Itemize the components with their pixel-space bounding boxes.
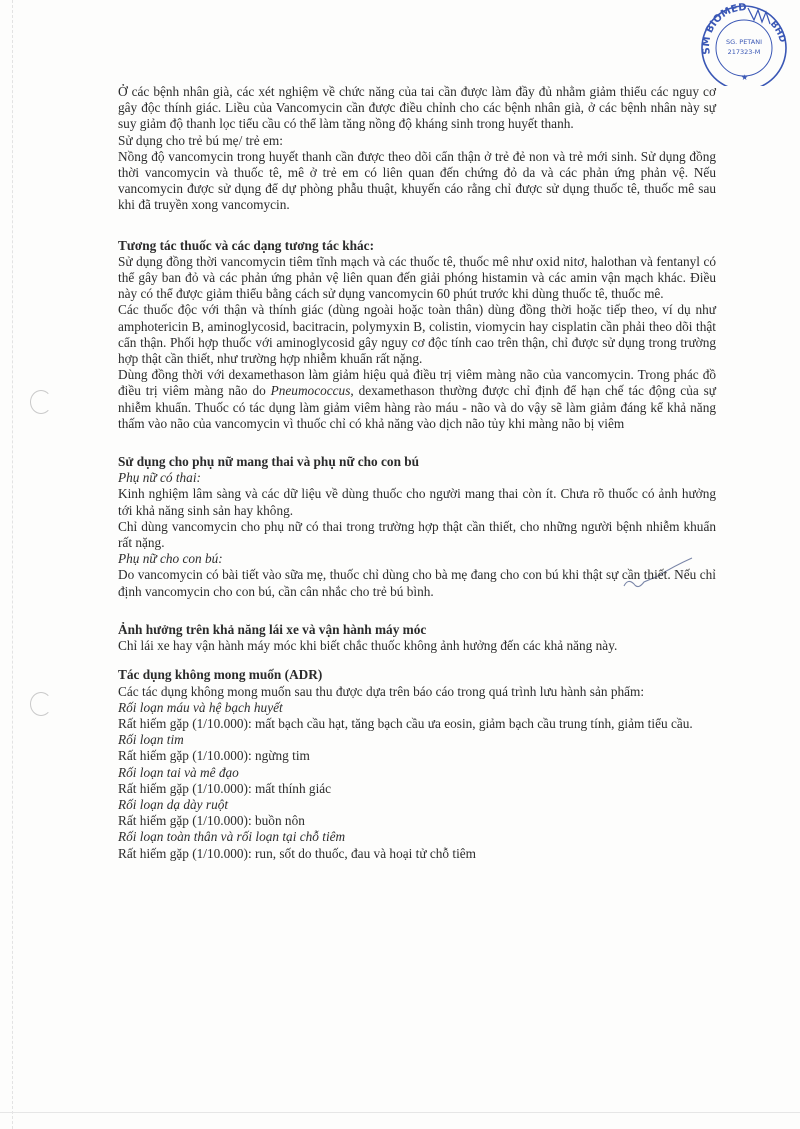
- interactions-p3-start: Dùng đồng thời với dexamethason làm giảm hiệu quả điều trị viêm màng não của vancomycin. Trong phác đồ điều trị viêm màng não do: [118, 367, 716, 399]
- adr-category-label: Rối loạn tai và mê đạo: [118, 764, 239, 780]
- pregnant-women-label: Phụ nữ có thai:: [118, 470, 201, 486]
- pregnancy-paragraph-1: Kinh nghiệm lâm sàng và các dữ liệu về dùng thuốc cho người mang thai còn ít. Chưa rõ thuốc có ảnh hưởng tới khả năng sinh sản hay không.: [118, 486, 716, 518]
- punch-hole-mark: [30, 692, 52, 716]
- adr-category-label: Rối loạn tim: [118, 732, 184, 748]
- interactions-p3-end: , dexamethason thường được chỉ định để hạn chế tác động của sự nhiễm khuẩn. Thuốc có tác dụng làm giảm viêm hàng rào máu - não và do vậy sẽ làm giảm đáng kể khả năng thấm vào não của vancomycin vì thuốc chỉ có khả năng vào dịch não tủy khi màng não bị viêm: [118, 383, 717, 431]
- children-subheading: Sử dụng cho trẻ bú mẹ/ trẻ em:: [118, 132, 283, 148]
- adr-category-label: Rối loạn toàn thân và rối loạn tại chỗ tiêm: [118, 829, 346, 845]
- pregnancy-heading: Sử dụng cho phụ nữ mang thai và phụ nữ cho con bú: [118, 454, 420, 470]
- elderly-paragraph: Ở các bệnh nhân già, các xét nghiệm về chức năng của tai cần được làm đầy đủ nhằm giảm thiểu các nguy cơ gây độc thính giác. Liều của Vancomycin cần được điều chỉnh cho các bệnh nhân già, ở các bệnh nhân này sự suy giảm độ thanh lọc tiểu cầu có thể làm tăng nồng độ kháng sinh trong huyết thanh.: [118, 84, 716, 132]
- driving-heading: Ảnh hưởng trên khả năng lái xe và vận hành máy móc: [118, 621, 427, 637]
- interactions-paragraph-3: [118, 367, 716, 432]
- interactions-heading: Tương tác thuốc và các dạng tương tác khác:: [118, 237, 374, 253]
- adr-category-label: Rối loạn máu và hệ bạch huyết: [118, 699, 283, 715]
- seal-center-line2: 217323-M: [727, 48, 761, 56]
- seal-ring-top-text: SM BIOMED: [700, 2, 748, 56]
- adr-category-label: Rối loạn dạ dày ruột: [118, 796, 229, 812]
- adr-category-text: Rất hiếm gặp (1/10.000): mất bạch cầu hạt, tăng bạch cầu ưa eosin, giảm bạch cầu trung tính, giảm tiểu cầu.: [118, 715, 693, 731]
- adr-category-text: Rất hiếm gặp (1/10.000): run, sốt do thuốc, đau và hoại tử chỗ tiêm: [118, 845, 477, 861]
- pregnancy-paragraph-2: Chỉ dùng vancomycin cho phụ nữ có thai trong trường hợp thật cần thiết, cho những người bệnh nhiễm khuẩn rất nặng.: [118, 518, 716, 551]
- scan-edge-line: [12, 0, 13, 1129]
- punch-hole-mark: [30, 390, 52, 414]
- document-body: [118, 84, 716, 862]
- adr-category-text: Rất hiếm gặp (1/10.000): ngừng tim: [118, 748, 310, 764]
- adr-intro: Các tác dụng không mong muốn sau thu được dựa trên báo cáo trong quá trình lưu hành sản phẩm:: [118, 683, 645, 699]
- adr-category-text: Rất hiếm gặp (1/10.000): mất thính giác: [118, 780, 332, 796]
- seal-signature-scribble: [748, 8, 770, 24]
- seal-star-icon: ★: [741, 73, 749, 82]
- lactation-paragraph: Do vancomycin có bài tiết vào sữa mẹ, thuốc chỉ dùng cho bà mẹ đang cho con bú khi thật sự cần thiết. Nếu chỉ định vancomycin cho con bú, cần cân nhắc cho trẻ bú bình.: [118, 567, 716, 599]
- seal-ring-right-text: BHD: [767, 19, 788, 44]
- pneumococcus-term: Pneumococcus: [270, 383, 351, 399]
- adr-heading: Tác dụng không mong muốn (ADR): [118, 667, 323, 683]
- children-paragraph: Nồng độ vancomycin trong huyết thanh cần được theo dõi cẩn thận ở trẻ đẻ non và trẻ mới sinh. Sử dụng đồng thời vancomycin và thuốc tê, mê ở trẻ em có liên quan đến chứng đỏ da và các phản ứng phản vệ. Nếu vancomycin được sử dụng để dự phòng phẫu thuật, khuyến cáo rằng chỉ được sử dụng thuốc tê, thuốc mê sau khi đã truyền xong vancomycin.: [118, 148, 716, 213]
- seal-center-line1: SG. PETANI: [725, 38, 763, 46]
- interactions-paragraph-1: Sử dụng đồng thời vancomycin tiêm tĩnh mạch và các thuốc tê, thuốc mê như oxid nitơ, halothan và fentanyl có thể gây ban đỏ và các phản ứng phản vệ liên quan đến giải phóng histamin và các amin vận mạch khác. Điều này có thể được giảm thiểu bằng cách sử dụng vancomycin 60 phút trước khi dùng thuốc tê, thuốc mê.: [118, 253, 716, 302]
- lactating-women-label: Phụ nữ cho con bú:: [118, 551, 223, 567]
- interactions-paragraph-2: Các thuốc độc với thận và thính giác (dùng ngoài hoặc toàn thân) dùng đồng thời hoặc tiếp theo, ví dụ như amphotericin B, aminoglycosid, bacitracin, polymyxin B, colistin, viomycin hay cisplatin cần phải theo dõi thật cẩn thận. Phối hợp thuốc với aminoglycosid gây nguy cơ độc tính cao trên thận, chỉ được sử dụng trong trường hợp thật cần thiết, như trường hợp nhiễm khuẩn rất nặng.: [118, 302, 716, 367]
- driving-paragraph: Chỉ lái xe hay vận hành máy móc khi biết chắc thuốc không ảnh hưởng đến các khả năng này.: [118, 638, 618, 654]
- adr-category-text: Rất hiếm gặp (1/10.000): buồn nôn: [118, 813, 305, 829]
- company-seal-stamp: [696, 2, 792, 86]
- page-bottom-rule: [0, 1112, 800, 1113]
